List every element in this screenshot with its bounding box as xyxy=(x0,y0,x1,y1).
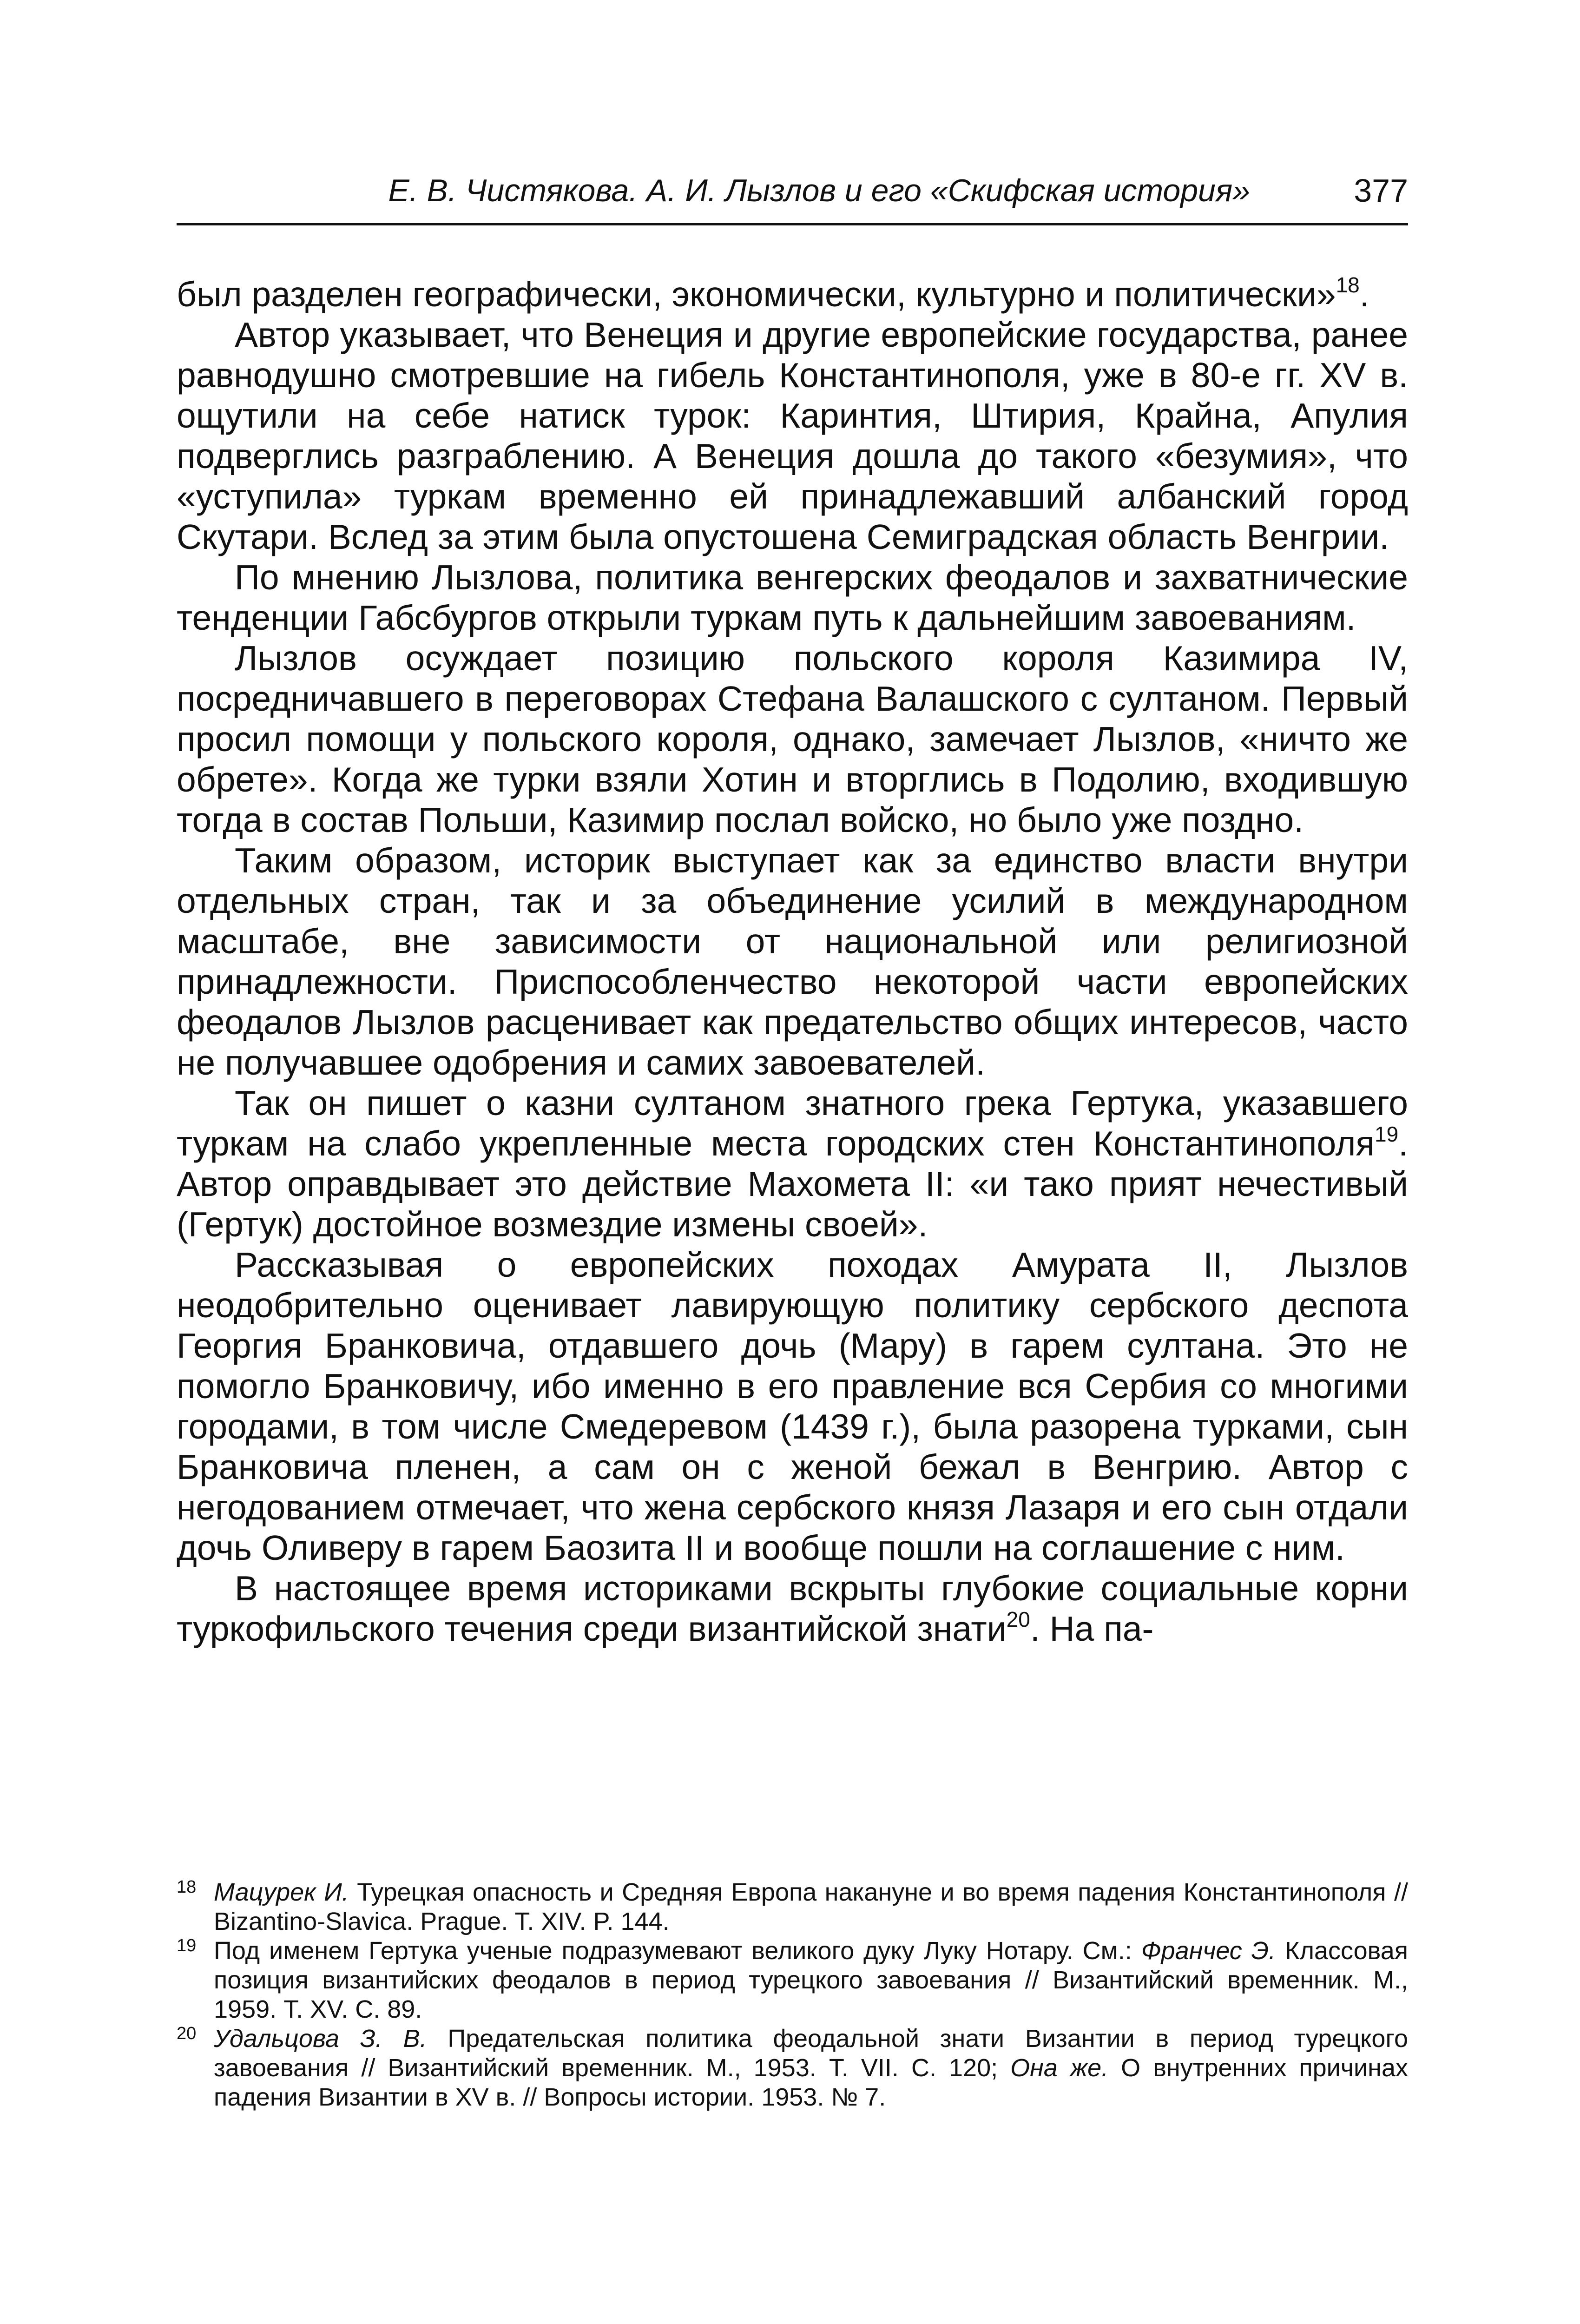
footnote-number: 19 xyxy=(177,1936,197,1955)
paragraph: Рассказывая о европейских походах Амурата II, Лызлов неодобрительно оценивает лавирующую политику сербского деспота Георгия Бранковича, отдавшего дочь (Мару) в гарем султана. Это не помогло Бранковичу, ибо именно в его правление вся Сербия со многими городами, в том числе Смедеревом (1439 г.), была разорена турками, сын Бранковича пленен, а сам он с женой бежал в Венгрию. Автор с негодованием отмечает, что жена сербского князя Лазаря и его сын отдали дочь Оливеру в гарем Баозита II и вообще пошли на соглашение с ним. xyxy=(177,1245,1408,1567)
footnote-ref: 18 xyxy=(1336,273,1360,297)
paragraph: Таким образом, историк выступает как за единство власти внутри отдельных стран, так и за объединение усилий в международном масштабе, вне зависимости от национальной или религиозной принадлежности. Приспособленчество некоторой части европейских феодалов Лызлов расценивает как предательство общих интересов, часто не получавшее одобрения и самих завоевателей. xyxy=(177,841,1408,1082)
footnotes xyxy=(177,1878,1408,2112)
footnote: 20 Удальцова З. В. Предательская политика феодальной знати Византии в период турецкого завоевания // Византийский временник. М., 1953. Т. VII. С. 120; Она же. О внутренних причинах падения Византии в XV в. // Вопросы истории. 1953. № 7. xyxy=(177,2024,1408,2111)
paragraph: Автор указывает, что Венеция и другие европейские государства, ранее равнодушно смотревшие на гибель Константинополя, уже в 80-е гг. XV в. ощутили на себе натиск турок: Каринтия, Штирия, Крайна, Апулия подверглись разграблению. А Венеция дошла до такого «безумия», что «уступила» туркам временно ей принадлежавший албанский город Скутари. Вслед за этим была опустошена Семиградская область Венгрии. xyxy=(177,315,1408,556)
paragraph: В настоящее время историками вскрыты глубокие социальные корни туркофильского течения среди византийской знати$^{20}$. На па- xyxy=(177,1569,1408,1648)
footnote-number: 18 xyxy=(177,1877,197,1897)
page-number: 377 xyxy=(1354,172,1408,209)
paragraph: был разделен географически, экономически, культурно и политически»$^{18}$. xyxy=(177,273,1369,314)
page-header xyxy=(177,167,1408,218)
paragraph: Так он пишет о казни султаном знатного грека Гертука, указавшего туркам на слабо укрепленные места городских стен Константинополя$^{19}$. Автор оправдывает это действие Махомета II: «и тако прият нечестивый (Гертук) достойное возмездие измены своей». xyxy=(177,1083,1408,1244)
paragraph: Лызлов осуждает позицию польского короля Казимира IV, посредничавшего в переговорах Стефана Валашского с султаном. Первый просил помощи у польского короля, однако, замечает Лызлов, «ничто же обрете». Когда же турки взяли Хотин и вторглись в Подолию, входившую тогда в состав Польши, Казимир послал войско, но было уже поздно. xyxy=(177,639,1408,839)
footnote: 19 Под именем Гертука ученые подразумевают великого дуку Луку Нотару. См.: Франчес Э. Классовая позиция византийских феодалов в период турецкого завоевания // Византийский временник. М., 1959. Т. XV. С. 89. xyxy=(177,1936,1408,2023)
footnote-number: 20 xyxy=(177,2024,197,2043)
footnote-author: Франчес Э. xyxy=(1141,1937,1276,1965)
running-head: Е. В. Чистякова. А. И. Лызлов и его «Скифская история» xyxy=(388,173,1250,208)
footnote-author: Мацурек И. xyxy=(214,1878,349,1906)
paragraph: По мнению Лызлова, политика венгерских феодалов и захватнические тенденции Габсбургов открыли туркам путь к дальнейшим завоеваниям. xyxy=(177,558,1408,637)
footnote-author: Удальцова З. В. xyxy=(214,2025,427,2053)
footnote-ref: 20 xyxy=(1006,1607,1030,1631)
footnote-author: Она же. xyxy=(1010,2054,1109,2082)
header-rule xyxy=(177,223,1408,225)
footnote: 18 Мацурек И. Турецкая опасность и Средняя Европа накануне и во время падения Константинополя // Bizantino-Slavica. Prague. T. XIV. P. 144. xyxy=(177,1877,1408,1935)
main-text xyxy=(177,274,1408,1649)
footnote-ref: 19 xyxy=(1374,1122,1399,1146)
